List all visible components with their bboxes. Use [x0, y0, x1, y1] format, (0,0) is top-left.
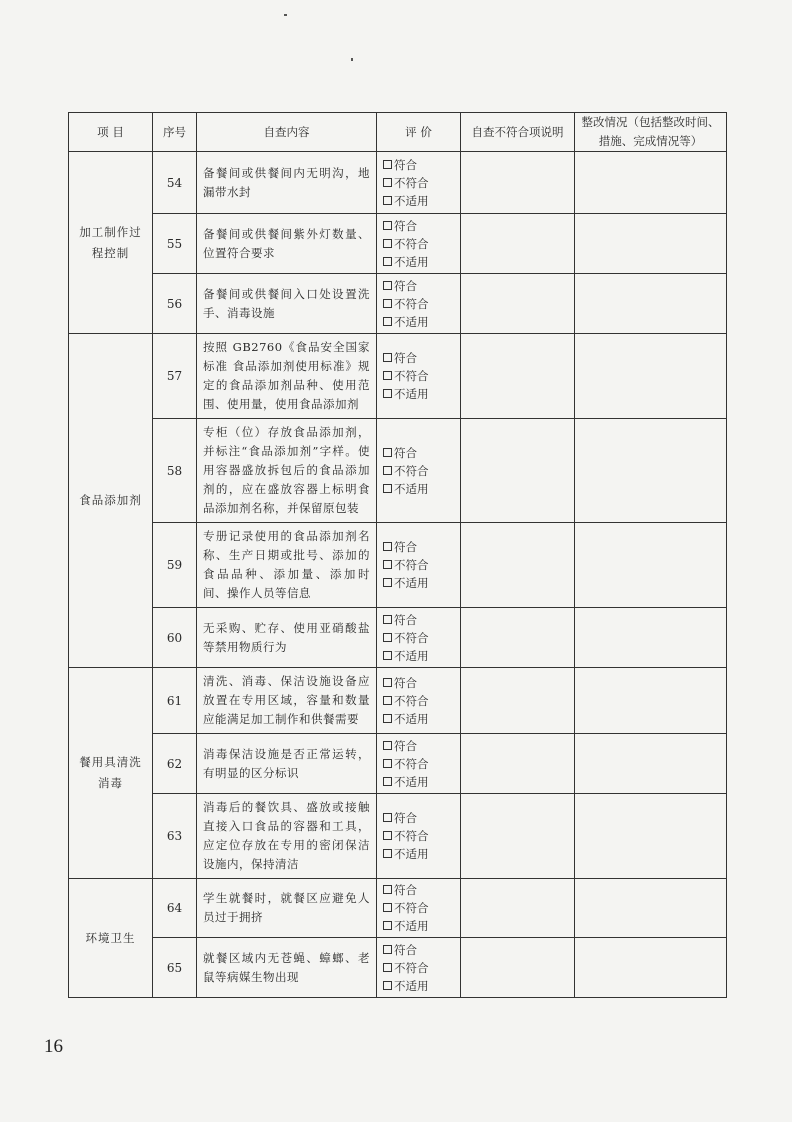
- option-label: 不符合: [394, 756, 429, 771]
- evaluation-option[interactable]: [383, 674, 454, 692]
- header-nonconformity: 自查不符合项说明: [461, 113, 575, 152]
- option-label: 不符合: [394, 369, 429, 383]
- nonconformity-input-cell[interactable]: [461, 794, 575, 879]
- checkbox-icon[interactable]: [383, 714, 392, 723]
- checkbox-icon[interactable]: [383, 371, 392, 380]
- item-content: 无采购、贮存、使用亚硝酸盐等禁用物质行为: [197, 608, 377, 668]
- nonconformity-input-cell[interactable]: [461, 668, 575, 734]
- evaluation-option[interactable]: [383, 253, 454, 271]
- item-number: 57: [153, 334, 197, 419]
- checkbox-icon[interactable]: [383, 560, 392, 569]
- checkbox-icon[interactable]: [383, 981, 392, 990]
- option-label: 不符合: [394, 693, 429, 708]
- table-row: [69, 523, 727, 608]
- evaluation-option[interactable]: [383, 629, 454, 647]
- checkbox-icon[interactable]: [383, 903, 392, 912]
- option-label: 不适用: [394, 576, 429, 590]
- item-number: 58: [153, 419, 197, 523]
- checkbox-icon[interactable]: [383, 885, 392, 894]
- evaluation-cell: [377, 523, 461, 608]
- evaluation-option[interactable]: [383, 809, 454, 827]
- option-label: 不适用: [394, 978, 429, 993]
- evaluation-option[interactable]: [383, 773, 454, 791]
- checkbox-icon[interactable]: [383, 178, 392, 187]
- option-label: 符合: [394, 540, 417, 554]
- checkbox-icon[interactable]: [383, 353, 392, 362]
- evaluation-option[interactable]: [383, 737, 454, 755]
- checkbox-icon[interactable]: [383, 678, 392, 687]
- checkbox-icon[interactable]: [383, 466, 392, 475]
- evaluation-option[interactable]: [383, 710, 454, 728]
- item-content: 专柜（位）存放食品添加剂，并标注“食品添加剂”字样。使用容器盛放拆包后的食品添加剂的，应在盛放容器上标明食品添加剂名称，并保留原包装: [197, 419, 377, 523]
- option-label: 不符合: [394, 296, 429, 311]
- item-content: 备餐间或供餐间入口处设置洗手、消毒设施: [197, 274, 377, 334]
- item-number: 59: [153, 523, 197, 608]
- checkbox-icon[interactable]: [383, 651, 392, 660]
- nonconformity-input-cell[interactable]: [461, 334, 575, 419]
- evaluation-option[interactable]: [383, 462, 454, 480]
- evaluation-cell: [377, 274, 461, 334]
- checkbox-icon[interactable]: [383, 921, 392, 930]
- nonconformity-input-cell[interactable]: [461, 274, 575, 334]
- rectification-input-cell[interactable]: [575, 608, 727, 668]
- table-row: [69, 152, 727, 214]
- checkbox-icon[interactable]: [383, 945, 392, 954]
- evaluation-cell: [377, 334, 461, 419]
- option-label: 符合: [394, 218, 417, 233]
- nonconformity-input-cell[interactable]: [461, 523, 575, 608]
- evaluation-cell: [377, 879, 461, 938]
- checkbox-icon[interactable]: [383, 160, 392, 169]
- option-label: 不符合: [394, 175, 429, 190]
- evaluation-option[interactable]: [383, 235, 454, 253]
- evaluation-option[interactable]: [383, 277, 454, 295]
- checkbox-icon[interactable]: [383, 317, 392, 326]
- item-content: 清洗、消毒、保洁设施设备应放置在专用区域，容量和数量应能满足加工制作和供餐需要: [197, 668, 377, 734]
- option-label: 符合: [394, 612, 417, 627]
- checkbox-icon[interactable]: [383, 615, 392, 624]
- nonconformity-input-cell[interactable]: [461, 608, 575, 668]
- evaluation-option[interactable]: [383, 647, 454, 665]
- rectification-input-cell[interactable]: [575, 523, 727, 608]
- checkbox-icon[interactable]: [383, 849, 392, 858]
- rectification-input-cell[interactable]: [575, 879, 727, 938]
- checkbox-icon[interactable]: [383, 257, 392, 266]
- option-label: 不适用: [394, 314, 429, 329]
- evaluation-option[interactable]: [383, 538, 454, 556]
- evaluation-option[interactable]: [383, 899, 454, 917]
- evaluation-cell: [377, 938, 461, 998]
- option-label: 符合: [394, 445, 417, 460]
- item-number: 64: [153, 879, 197, 938]
- header-evaluation: 评 价: [377, 113, 461, 152]
- checkbox-icon[interactable]: [383, 813, 392, 822]
- evaluation-option[interactable]: [383, 156, 454, 174]
- option-label: 不符合: [394, 558, 429, 572]
- option-label: 符合: [394, 278, 417, 293]
- item-content: 消毒后的餐饮具、盛放或接触直接入口食品的容器和工具，应定位存放在专用的密闭保洁设施内，保持清洁: [197, 794, 377, 879]
- item-number: 62: [153, 734, 197, 794]
- evaluation-option[interactable]: [383, 574, 454, 592]
- scan-speck: [284, 14, 287, 16]
- item-number: 61: [153, 668, 197, 734]
- option-label: 不适用: [394, 481, 429, 496]
- nonconformity-input-cell[interactable]: [461, 734, 575, 794]
- evaluation-option[interactable]: [383, 977, 454, 995]
- category-cell: 餐用具清洗消毒: [69, 668, 153, 879]
- rectification-input-cell[interactable]: [575, 734, 727, 794]
- option-label: 不适用: [394, 919, 429, 933]
- option-label: 不符合: [394, 463, 429, 478]
- evaluation-cell: [377, 214, 461, 274]
- checkbox-icon[interactable]: [383, 578, 392, 587]
- checkbox-icon[interactable]: [383, 484, 392, 493]
- item-content: 备餐间或供餐间内无明沟，地漏带水封: [197, 152, 377, 214]
- evaluation-option[interactable]: [383, 917, 454, 935]
- evaluation-cell: [377, 668, 461, 734]
- item-number: 65: [153, 938, 197, 998]
- option-label: 不适用: [394, 193, 429, 208]
- table-row: [69, 938, 727, 998]
- table-row: [69, 668, 727, 734]
- option-label: 不符合: [394, 829, 429, 843]
- option-label: 符合: [394, 811, 417, 825]
- checkbox-icon[interactable]: [383, 633, 392, 642]
- header-seq: 序号: [153, 113, 197, 152]
- item-number: 63: [153, 794, 197, 879]
- evaluation-cell: [377, 734, 461, 794]
- nonconformity-input-cell[interactable]: [461, 214, 575, 274]
- category-cell: 加工制作过程控制: [69, 152, 153, 334]
- item-number: 60: [153, 608, 197, 668]
- category-cell: 食品添加剂: [69, 334, 153, 668]
- evaluation-option[interactable]: [383, 367, 454, 385]
- option-label: 不适用: [394, 847, 429, 861]
- checkbox-icon[interactable]: [383, 281, 392, 290]
- option-label: 不适用: [394, 254, 429, 269]
- evaluation-option[interactable]: [383, 444, 454, 462]
- evaluation-option[interactable]: [383, 385, 454, 403]
- rectification-input-cell[interactable]: [575, 214, 727, 274]
- evaluation-option[interactable]: [383, 845, 454, 863]
- rectification-input-cell[interactable]: [575, 274, 727, 334]
- table-row: [69, 274, 727, 334]
- header-rectification: 整改情况（包括整改时间、措施、完成情况等）: [575, 113, 727, 152]
- evaluation-cell: [377, 794, 461, 879]
- option-label: 不符合: [394, 236, 429, 251]
- item-content: 就餐区域内无苍蝇、蟑螂、老鼠等病媒生物出现: [197, 938, 377, 998]
- checkbox-icon[interactable]: [383, 299, 392, 308]
- item-content: 专册记录使用的食品添加剂名称、生产日期或批号、添加的食品品种、添加量、添加时间、操作人员等信息: [197, 523, 377, 608]
- header-content: 自查内容: [197, 113, 377, 152]
- checkbox-icon[interactable]: [383, 696, 392, 705]
- evaluation-option[interactable]: [383, 755, 454, 773]
- evaluation-option[interactable]: [383, 692, 454, 710]
- item-number: 56: [153, 274, 197, 334]
- option-label: 不适用: [394, 774, 429, 789]
- checkbox-icon[interactable]: [383, 239, 392, 248]
- nonconformity-input-cell[interactable]: [461, 419, 575, 523]
- option-label: 符合: [394, 942, 417, 957]
- nonconformity-input-cell[interactable]: [461, 938, 575, 998]
- evaluation-option[interactable]: [383, 611, 454, 629]
- option-label: 不适用: [394, 387, 429, 401]
- evaluation-option[interactable]: [383, 174, 454, 192]
- page-number: 16: [44, 1036, 63, 1057]
- rectification-input-cell[interactable]: [575, 938, 727, 998]
- table-row: [69, 734, 727, 794]
- evaluation-option[interactable]: [383, 881, 454, 899]
- evaluation-cell: [377, 419, 461, 523]
- evaluation-option[interactable]: [383, 217, 454, 235]
- option-label: 符合: [394, 157, 417, 172]
- rectification-input-cell[interactable]: [575, 334, 727, 419]
- evaluation-option[interactable]: [383, 313, 454, 331]
- checkbox-icon[interactable]: [383, 741, 392, 750]
- evaluation-option[interactable]: [383, 827, 454, 845]
- option-label: 符合: [394, 351, 417, 365]
- option-label: 不适用: [394, 648, 429, 663]
- option-label: 不符合: [394, 960, 429, 975]
- rectification-input-cell[interactable]: [575, 794, 727, 879]
- checkbox-icon[interactable]: [383, 448, 392, 457]
- item-content: 学生就餐时，就餐区应避免人员过于拥挤: [197, 879, 377, 938]
- evaluation-option[interactable]: [383, 959, 454, 977]
- table-row: [69, 214, 727, 274]
- header-project: 项 目: [69, 113, 153, 152]
- checkbox-icon[interactable]: [383, 389, 392, 398]
- checkbox-icon[interactable]: [383, 963, 392, 972]
- nonconformity-input-cell[interactable]: [461, 152, 575, 214]
- table-header-row: [69, 113, 727, 152]
- table-row: [69, 608, 727, 668]
- option-label: 不符合: [394, 901, 429, 915]
- evaluation-cell: [377, 608, 461, 668]
- evaluation-option[interactable]: [383, 480, 454, 498]
- checkbox-icon[interactable]: [383, 196, 392, 205]
- checkbox-icon[interactable]: [383, 759, 392, 768]
- table-row: [69, 794, 727, 879]
- table-row: [69, 334, 727, 419]
- item-number: 55: [153, 214, 197, 274]
- evaluation-option[interactable]: [383, 556, 454, 574]
- evaluation-option[interactable]: [383, 349, 454, 367]
- checkbox-icon[interactable]: [383, 777, 392, 786]
- rectification-input-cell[interactable]: [575, 419, 727, 523]
- option-label: 符合: [394, 738, 417, 753]
- evaluation-option[interactable]: [383, 941, 454, 959]
- rectification-input-cell[interactable]: [575, 152, 727, 214]
- item-content: 按照 GB2760《食品安全国家标准 食品添加剂使用标准》规定的食品添加剂品种、使用范围、使用量，使用食品添加剂: [197, 334, 377, 419]
- option-label: 符合: [394, 883, 417, 897]
- checkbox-icon[interactable]: [383, 831, 392, 840]
- checkbox-icon[interactable]: [383, 542, 392, 551]
- checkbox-icon[interactable]: [383, 221, 392, 230]
- option-label: 符合: [394, 675, 417, 690]
- item-number: 54: [153, 152, 197, 214]
- item-content: 消毒保洁设施是否正常运转，有明显的区分标识: [197, 734, 377, 794]
- rectification-input-cell[interactable]: [575, 668, 727, 734]
- nonconformity-input-cell[interactable]: [461, 879, 575, 938]
- evaluation-cell: [377, 152, 461, 214]
- self-inspection-table: [68, 112, 727, 998]
- table-row: [69, 419, 727, 523]
- option-label: 不符合: [394, 630, 429, 645]
- evaluation-option[interactable]: [383, 192, 454, 210]
- table-body: [69, 152, 727, 998]
- category-cell: 环境卫生: [69, 879, 153, 998]
- evaluation-option[interactable]: [383, 295, 454, 313]
- item-content: 备餐间或供餐间紫外灯数量、位置符合要求: [197, 214, 377, 274]
- table-row: [69, 879, 727, 938]
- scan-speck: [351, 58, 353, 61]
- option-label: 不适用: [394, 711, 429, 726]
